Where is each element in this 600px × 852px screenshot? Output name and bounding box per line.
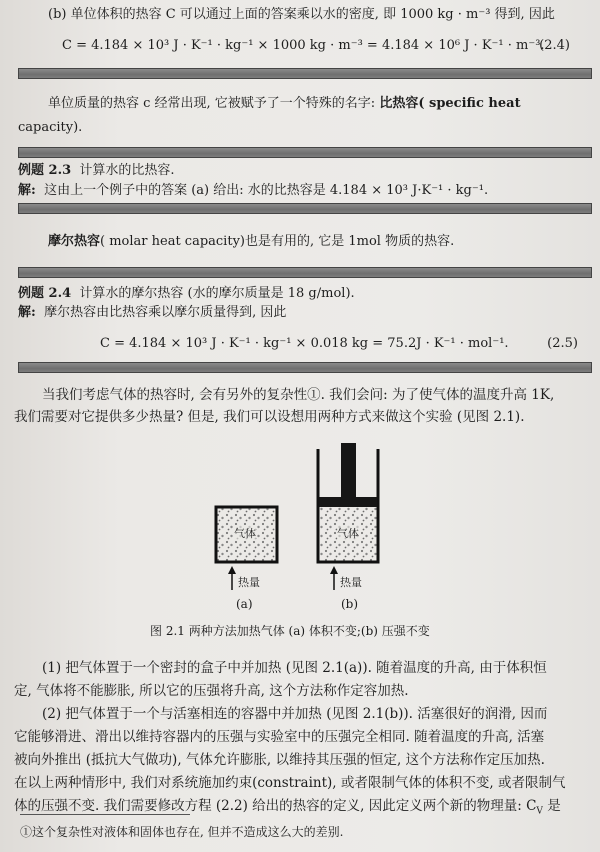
constraint-line-1: 在以上两种情形中, 我们对系统施加约束(constraint), 或者限制气体的体积不变, 或者限制气 <box>14 775 566 791</box>
gas-paragraph-line-1: 当我们考虑气体的热容时, 会有另外的复杂性①. 我们会问: 为了使气体的温度升高 1K, <box>42 387 555 403</box>
method-2-line-3: 被向外推出 (抵抗大气做功), 气体允许膨胀, 以维持其压强的恒定, 这个方法称作定压加热. <box>14 752 545 768</box>
solution-2-4-text: 摩尔热容由比热容乘以摩尔质量得到, 因此 <box>44 305 287 320</box>
method-1-line-2: 定, 气体将不能膨胀, 所以它的压强将升高, 这个方法称作定容加热. <box>14 683 409 699</box>
specific-heat-term: 比热容( specific heat <box>379 96 521 111</box>
piston-container-b <box>318 443 378 562</box>
solution-label: 解: <box>18 305 36 320</box>
equation-2-5-number: (2.5) <box>547 336 578 351</box>
molar-heat-term: 摩尔热容 <box>48 234 101 249</box>
heat-label-b: 热量 <box>340 576 362 589</box>
method-2-line-2: 它能够滑进、滑出以维持容器内的压强与实验室中的压强完全相同. 随着温度的升高, 活塞 <box>14 729 545 745</box>
example-2-3-text: 计算水的比热容. <box>79 163 175 178</box>
molar-heat-text: ( molar heat capacity)也是有用的, 它是 1mol 物质的热容. <box>100 234 455 249</box>
cv-subscript: V <box>536 806 543 817</box>
gas-paragraph-line-2: 我们需要对它提供多少热量? 但是, 我们可以设想用两种方式来做这个实验 (见图 2.1). <box>14 409 525 425</box>
subfigure-b-label: (b) <box>341 597 359 611</box>
equation-2-5: C = 4.184 × 10³ J · K⁻¹ · kg⁻¹ × 0.018 kg = 75.2J · K⁻¹ · mol⁻¹. <box>100 336 509 351</box>
example-2-4-text: 计算水的摩尔热容 (水的摩尔质量是 18 g/mol). <box>79 286 355 301</box>
specific-heat-line-2: capacity). <box>18 120 83 135</box>
constraint-line-2-text: 体的压强不变. 我们需要修改方程 (2.2) 给出的热容的定义, 因此定义两个新的物理量: C <box>14 798 537 814</box>
heat-arrow-b <box>330 566 338 590</box>
equation-2-4: C = 4.184 × 10³ J · K⁻¹ · kg⁻¹ × 1000 kg · m⁻³ = 4.184 × 10⁶ J · K⁻¹ · m⁻³. <box>62 38 545 53</box>
method-1-line-1: (1) 把气体置于一个密封的盒子中并加热 (见图 2.1(a)). 随着温度的升高, 由于体积恒 <box>42 660 547 676</box>
method-2-line-1: (2) 把气体置于一个与活塞相连的容器中并加热 (见图 2.1(b)). 活塞很好的润滑, 因而 <box>42 706 548 722</box>
solution-2-3-text: 这由上一个例子中的答案 (a) 给出: 水的比热容是 4.184 × 10³ J·K⁻¹ · kg⁻¹. <box>44 183 489 198</box>
piston-rod <box>341 443 356 499</box>
example-2-3-label: 例题 2.3 <box>18 163 72 178</box>
box-a-label: 气体 <box>234 527 256 540</box>
equation-2-4-number: (2.4) <box>539 38 570 53</box>
solution-label: 解: <box>18 183 36 198</box>
subfigure-a-label: (a) <box>236 597 253 611</box>
specific-heat-text: 单位质量的热容 c 经常出现, 它被赋予了一个特殊的名字: <box>48 96 380 111</box>
example-2-4-label: 例题 2.4 <box>18 286 72 301</box>
constraint-line-2-end: 是 <box>542 798 561 814</box>
part-b-intro: (b) 单位体积的热容 C 可以通过上面的答案乘以水的密度, 即 1000 kg · m⁻³ 得到, 因此 <box>48 7 555 22</box>
heat-label-a: 热量 <box>238 576 260 589</box>
footnote: ①这个复杂性对液体和固体也存在, 但并不造成这么大的差别. <box>20 825 344 839</box>
box-b-label: 气体 <box>337 527 359 540</box>
heat-arrow-a <box>228 566 236 590</box>
figure-caption: 图 2.1 两种方法加热气体 (a) 体积不变;(b) 压强不变 <box>150 624 430 638</box>
constraint-line-2 <box>14 798 561 817</box>
footnote-rule <box>20 814 190 815</box>
